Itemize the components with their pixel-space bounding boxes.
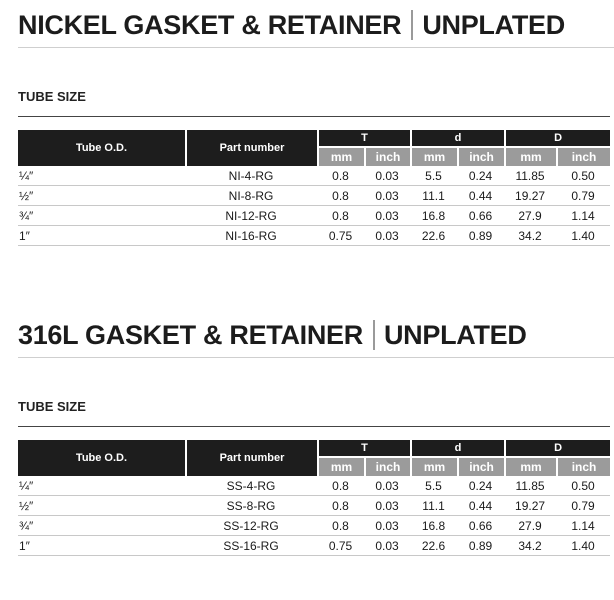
cell-t-inch: 0.03 bbox=[364, 496, 410, 516]
section-title-text: NICKEL GASKET & RETAINER bbox=[18, 9, 402, 40]
cell-t-mm: 0.8 bbox=[317, 516, 364, 536]
unit-mm: mm bbox=[410, 146, 457, 166]
title-divider bbox=[411, 10, 413, 40]
cell-D-inch: 1.14 bbox=[556, 206, 610, 226]
table-row bbox=[18, 496, 610, 516]
cell-t-mm: 0.75 bbox=[317, 536, 364, 556]
cell-tube-od: ½″ bbox=[18, 496, 185, 516]
title-divider bbox=[373, 320, 375, 350]
cell-d-mm: 5.5 bbox=[410, 476, 457, 496]
cell-tube-od: 1″ bbox=[18, 226, 185, 246]
cell-d-inch: 0.66 bbox=[457, 516, 504, 536]
table-row bbox=[18, 226, 610, 246]
header-part-number: Part number bbox=[185, 130, 317, 166]
cell-tube-od: ¾″ bbox=[18, 516, 185, 536]
cell-part-number: SS-12-RG bbox=[185, 516, 317, 536]
table-row bbox=[18, 206, 610, 226]
cell-D-mm: 34.2 bbox=[504, 536, 556, 556]
header-D: D bbox=[504, 130, 610, 146]
cell-t-inch: 0.03 bbox=[364, 476, 410, 496]
cell-tube-od: ¼″ bbox=[18, 476, 185, 496]
cell-part-number: SS-4-RG bbox=[185, 476, 317, 496]
cell-d-inch: 0.66 bbox=[457, 206, 504, 226]
cell-t-mm: 0.8 bbox=[317, 476, 364, 496]
cell-t-inch: 0.03 bbox=[364, 186, 410, 206]
header-D: D bbox=[504, 440, 610, 456]
table-row bbox=[18, 476, 610, 496]
cell-D-inch: 0.79 bbox=[556, 186, 610, 206]
cell-D-mm: 19.27 bbox=[504, 496, 556, 516]
table-row bbox=[18, 166, 610, 186]
cell-d-mm: 22.6 bbox=[410, 536, 457, 556]
cell-part-number: NI-16-RG bbox=[185, 226, 317, 246]
cell-d-mm: 11.1 bbox=[410, 496, 457, 516]
cell-t-inch: 0.03 bbox=[364, 166, 410, 186]
table-row bbox=[18, 186, 610, 206]
cell-part-number: SS-8-RG bbox=[185, 496, 317, 516]
spec-table bbox=[18, 130, 610, 246]
cell-t-inch: 0.03 bbox=[364, 536, 410, 556]
cell-part-number: NI-4-RG bbox=[185, 166, 317, 186]
cell-D-inch: 1.14 bbox=[556, 516, 610, 536]
cell-tube-od: 1″ bbox=[18, 536, 185, 556]
cell-t-inch: 0.03 bbox=[364, 206, 410, 226]
header-tube-od: Tube O.D. bbox=[18, 440, 185, 476]
title-rule bbox=[18, 357, 614, 358]
cell-d-mm: 16.8 bbox=[410, 516, 457, 536]
subheading-rule bbox=[18, 426, 610, 427]
table-row bbox=[18, 536, 610, 556]
unit-mm: mm bbox=[504, 456, 556, 476]
unit-inch: inch bbox=[364, 456, 410, 476]
section-title bbox=[18, 318, 527, 352]
header-T: T bbox=[317, 440, 410, 456]
subheading-rule bbox=[18, 116, 610, 117]
cell-d-inch: 0.44 bbox=[457, 496, 504, 516]
cell-D-mm: 34.2 bbox=[504, 226, 556, 246]
cell-part-number: NI-8-RG bbox=[185, 186, 317, 206]
section-title bbox=[18, 8, 565, 42]
unit-inch: inch bbox=[556, 146, 610, 166]
cell-d-mm: 16.8 bbox=[410, 206, 457, 226]
unit-mm: mm bbox=[317, 456, 364, 476]
cell-D-inch: 1.40 bbox=[556, 226, 610, 246]
header-d: d bbox=[410, 440, 504, 456]
header-T: T bbox=[317, 130, 410, 146]
unit-mm: mm bbox=[317, 146, 364, 166]
unit-inch: inch bbox=[556, 456, 610, 476]
cell-d-mm: 22.6 bbox=[410, 226, 457, 246]
table-subheading: TUBE SIZE bbox=[18, 89, 86, 104]
section-subtitle: UNPLATED bbox=[383, 319, 527, 350]
table-row bbox=[18, 516, 610, 536]
cell-tube-od: ¼″ bbox=[18, 166, 185, 186]
cell-t-mm: 0.75 bbox=[317, 226, 364, 246]
section-title-text: 316L GASKET & RETAINER bbox=[18, 319, 363, 350]
cell-D-inch: 0.79 bbox=[556, 496, 610, 516]
cell-D-inch: 0.50 bbox=[556, 166, 610, 186]
header-part-number: Part number bbox=[185, 440, 317, 476]
cell-t-mm: 0.8 bbox=[317, 166, 364, 186]
header-tube-od: Tube O.D. bbox=[18, 130, 185, 166]
cell-d-mm: 5.5 bbox=[410, 166, 457, 186]
cell-d-inch: 0.89 bbox=[457, 536, 504, 556]
cell-d-inch: 0.89 bbox=[457, 226, 504, 246]
table-subheading: TUBE SIZE bbox=[18, 399, 86, 414]
cell-d-inch: 0.24 bbox=[457, 476, 504, 496]
cell-t-mm: 0.8 bbox=[317, 206, 364, 226]
cell-t-inch: 0.03 bbox=[364, 516, 410, 536]
unit-inch: inch bbox=[364, 146, 410, 166]
header-d: d bbox=[410, 130, 504, 146]
cell-part-number: NI-12-RG bbox=[185, 206, 317, 226]
cell-D-inch: 1.40 bbox=[556, 536, 610, 556]
unit-inch: inch bbox=[457, 146, 504, 166]
cell-D-mm: 11.85 bbox=[504, 476, 556, 496]
section-subtitle: UNPLATED bbox=[422, 9, 565, 40]
unit-mm: mm bbox=[504, 146, 556, 166]
cell-t-inch: 0.03 bbox=[364, 226, 410, 246]
unit-inch: inch bbox=[457, 456, 504, 476]
cell-d-inch: 0.44 bbox=[457, 186, 504, 206]
spec-table bbox=[18, 440, 610, 556]
cell-D-inch: 0.50 bbox=[556, 476, 610, 496]
cell-tube-od: ½″ bbox=[18, 186, 185, 206]
cell-D-mm: 11.85 bbox=[504, 166, 556, 186]
cell-d-inch: 0.24 bbox=[457, 166, 504, 186]
cell-D-mm: 27.9 bbox=[504, 516, 556, 536]
cell-tube-od: ¾″ bbox=[18, 206, 185, 226]
cell-D-mm: 27.9 bbox=[504, 206, 556, 226]
cell-t-mm: 0.8 bbox=[317, 496, 364, 516]
unit-mm: mm bbox=[410, 456, 457, 476]
cell-d-mm: 11.1 bbox=[410, 186, 457, 206]
title-rule bbox=[18, 47, 614, 48]
cell-t-mm: 0.8 bbox=[317, 186, 364, 206]
cell-D-mm: 19.27 bbox=[504, 186, 556, 206]
cell-part-number: SS-16-RG bbox=[185, 536, 317, 556]
